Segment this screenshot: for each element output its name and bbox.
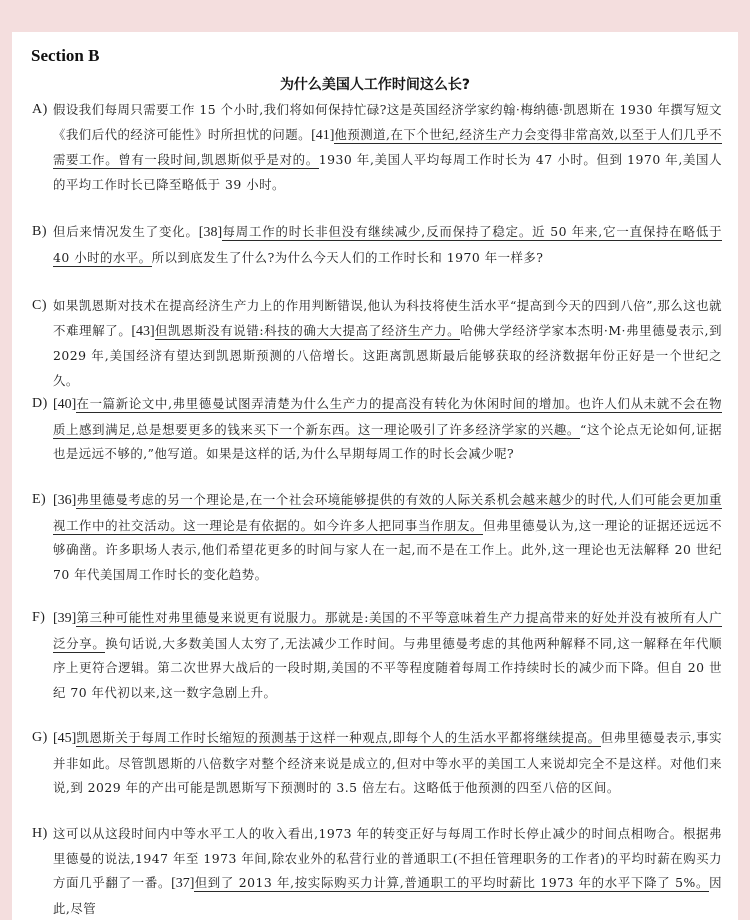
text-segment: 如果凯恩斯对技术在提高经济生产力上的作用判断错误,他认为科技将使生活水平“提高到今天的四到八倍”,那么这也就不难理解了。	[53, 298, 722, 338]
paragraph-label: C)	[32, 298, 47, 313]
paragraph	[32, 392, 722, 467]
paragraph-label: H)	[32, 826, 48, 841]
underlined-answer-sentence: 第三种可能性对弗里德曼来说更有说服力。那就是:美国的不平等意味着生产力提高带来的好处并没有被所有人广泛分享。	[53, 610, 722, 651]
paragraph	[32, 294, 722, 393]
text-segment: 这可以从这段时间内中等水平工人的收入看出,1973 年的转变正好与每周工作时长停止减少的时间点相吻合。根据弗里德曼的说法,1947 年至 1973 年间,除农业外的私营行业的普通职工(不担任管理职务的工作者)的平均时薪在购买力方面几乎翻了一番。	[53, 826, 722, 890]
question-number-marker: [45]	[53, 731, 77, 746]
paragraph	[32, 98, 722, 197]
question-number-marker: [40]	[53, 397, 77, 412]
document-page	[12, 32, 738, 920]
paragraph-label: B)	[32, 224, 47, 239]
text-segment: 因此,尽管	[53, 875, 722, 916]
paragraph-label: A)	[32, 102, 48, 117]
paragraph-text	[53, 98, 722, 197]
text-segment: 哈佛大学经济学家本杰明·M·弗里德曼表示,到 2029 年,美国经济有望达到凯恩斯预测的八倍增长。这距离凯恩斯最后能够获取的经济数据年份正好是一个世纪之久。	[53, 322, 722, 388]
section-label: Section B	[31, 46, 100, 65]
text-segment: 但后来情况发生了变化。	[53, 224, 199, 239]
text-segment: 1930 年,美国人平均每周工作时长为 47 小时。但到 1970 年,美国人的平均工作时长已降至略低于 39 小时。	[53, 152, 722, 192]
underlined-answer-sentence: 他预测道,在下个世纪,经济生产力会变得非常高效,以至于人们几乎不需要工作。曾有一段时间,凯恩斯似乎是对的。	[53, 126, 722, 167]
underlined-answer-sentence: 但到了 2013 年,按实际购买力计算,普通职工的平均时薪比 1973 年的水平下降了 5%。	[194, 875, 710, 890]
paragraph-label: F)	[32, 610, 46, 625]
text-segment: 所以到底发生了什么?为什么今天人们的工作时长和 1970 年一样多?	[151, 249, 544, 265]
paragraph	[32, 822, 722, 920]
question-number-marker: [39]	[53, 611, 77, 626]
paragraph	[32, 606, 722, 705]
question-number-marker: [41]	[311, 127, 335, 143]
underlined-answer-sentence: 凯恩斯关于每周工作时长缩短的预测基于这样一种观点,即每个人的生活水平都将继续提高。	[76, 730, 601, 745]
paragraph-text	[53, 294, 722, 393]
paragraph-label: G)	[32, 730, 48, 745]
text-segment: 但弗里德曼表示,事实并非如此。尽管凯恩斯的八倍数字对整个经济来说是成立的,但对中等水平的美国工人来说却完全不是这样。对他们来说,到 2029 年的产出可能是凯恩斯写下预测时的 3.5 倍左右。这略低于他预测的四至八倍的区间。	[53, 730, 722, 795]
paragraph-text	[53, 392, 722, 467]
paragraph	[32, 726, 722, 801]
question-number-marker: [38]	[198, 225, 223, 240]
paragraph-label: D)	[32, 396, 48, 411]
question-number-marker: [37]	[171, 876, 195, 891]
paragraph	[32, 220, 722, 270]
underlined-answer-sentence: 在一篇新论文中,弗里德曼试图弄清楚为什么生产力的提高没有转化为休闲时间的增加。也许人们从未就不会在物质上感到满足,总是想要更多的钱来买下一个新东西。这一理论吸引了许多经济学家的兴趣。	[53, 396, 722, 437]
text-segment: 但弗里德曼认为,这一理论的证据还远远不够确凿。许多职场人表示,他们希望花更多的时间与家人在一起,而不是在工作上。此外,这一理论也无法解释 20 世纪 70 年代美国周工作时长的变化趋势。	[53, 517, 723, 582]
passage-title: 为什么美国人工作时间这么长?	[279, 77, 471, 93]
underlined-answer-sentence: 弗里德曼考虑的另一个理论是,在一个社会环境能够提供的有效的人际关系机会越来越少的时代,人们可能会更加重视工作中的社交活动。这一理论是有依据的。如今许多人把同事当作朋友。	[53, 492, 722, 533]
text-segment: 换句话说,大多数美国人太穷了,无法减少工作时间。与弗里德曼考虑的其他两种解释不同,这一解释在年代顺序上更符合逻辑。第二次世界大战后的一段时期,美国的不平等程度随着每周工作持续时长的减少而下降。但自 20 世纪 70 年代初以来,这一数字急剧上升。	[53, 635, 722, 700]
underlined-answer-sentence: 但凯恩斯没有说错:科技的确大大提高了经济生产力。	[154, 322, 461, 338]
text-segment: 假设我们每周只需要工作 15 个小时,我们将如何保持忙碌?这是英国经济学家约翰·梅纳德·凯恩斯在 1930 年撰写短文《我们后代的经济可能性》时所担忧的问题。	[53, 102, 722, 142]
paragraph-text	[53, 606, 722, 705]
question-number-marker: [36]	[53, 493, 77, 508]
paragraph-text	[53, 220, 722, 270]
underlined-answer-sentence: 每周工作的时长非但没有继续减少,反而保持了稳定。近 50 年来,它一直保持在略低于 40 小时的水平。	[53, 224, 722, 265]
paragraph-text	[53, 822, 722, 920]
paragraph-text	[53, 726, 722, 801]
question-number-marker: [43]	[131, 323, 155, 339]
paragraph	[32, 488, 722, 587]
paragraph-label: E)	[32, 492, 47, 507]
text-segment: “这个论点无论如何,证据也是远远不够的,”他写道。如果是这样的话,为什么早期每周工作的时长会减少呢?	[53, 421, 722, 461]
paragraph-text	[53, 488, 722, 587]
